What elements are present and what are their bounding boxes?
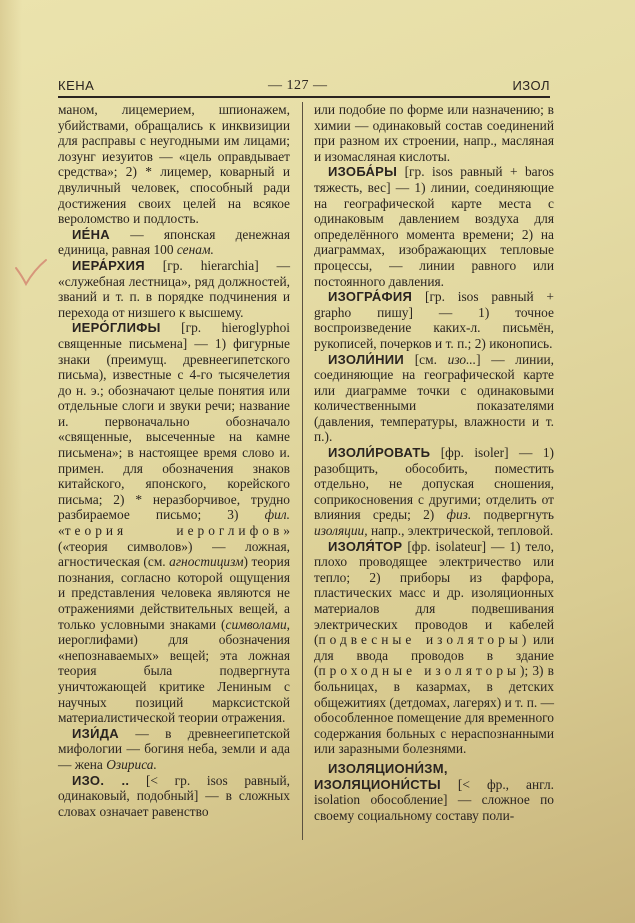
headword: ИЕРО́ГЛИФЫ bbox=[72, 320, 161, 336]
cross-reference: агностицизм bbox=[169, 554, 244, 570]
left-guide-word: КЕНА bbox=[58, 78, 95, 93]
cross-reference: изоляции, bbox=[314, 523, 368, 539]
dictionary-entry: ИЗОГРА́ФИЯ [гр. isos равный + grapho пишу] — 1) точное воспроизведение каких-л. письмён, рукописей, почерков и т. п.; 2) иконопись. bbox=[314, 289, 554, 351]
continued-entry-text: или подобие по форме или назначению; в химии — одинаковый состав соединений при разном их строении, напр., масляная и изомасляная кислоты. bbox=[314, 102, 554, 164]
dictionary-entry: ИЕ́НА — японская денежная единица, равная 100 сенам. bbox=[58, 226, 290, 258]
usage-label: фил. bbox=[264, 507, 290, 523]
dictionary-entry: ИЗОБА́РЫ [гр. isos равный + baros тяжесть, вес] — 1) линии, соединяющие на географической карте места с одинаковым давлением воздуха для определённого момента времени; 2) на диаграммах, изображающих тепловые процессы, — линии равного или постоянного давления. bbox=[314, 164, 554, 289]
dictionary-entry: ИЗОЛЯ́ТОР [фр. isolateur] — 1) тело, плохо проводящее электричество или тепло; 2) приборы из фарфора, пластических масс и др. изоляционных материалов для подвешивания электрических проводов и кабелей (подвесные изоляторы) или для ввода проводов в здание (проходные изоляторы); 3) в больницах, в казармах, в детских общежитиях (детдомах, лагерях) и т. п. — обособленное помещение для временного содержания больных с нераспознанными или заразными болезнями. bbox=[314, 538, 554, 757]
headword: ИЗО. .. bbox=[72, 772, 130, 788]
cross-reference: символами bbox=[225, 616, 287, 632]
headword: ИЗОБА́РЫ bbox=[328, 164, 398, 180]
headword: ИЗИ́ДА bbox=[72, 725, 119, 741]
dictionary-entry: ИЕРО́ГЛИФЫ [гр. hieroglyphoi священные письмена] — 1) фигурные знаки (преимущ. древнеегипетского письма), известные с 4-го тысячелетия до н. э.; обозначают целые понятия или отдельные слоги и звуки речи; название и. первоначально обозначало «священные, высеченные на камне письмена»; в настоящее время слово и. примен. для обозначения знаков китайского, японского, корейского письма; 2) * неразборчивое, трудно разбираемое письмо; 3) фил. «теория иероглифов» («теория символов») — ложная, агностическая (см. агностицизм) теория познания, согласно которой ощущения и представления человека являются не отражениями действительных вещей, а только условными знаками (символами, иероглифами) для обозначения «непознаваемых» вещей; эта ложная теория была подвергнута уничтожающей критике Лениным с научных позиций марксистской материалистической теории отражения. bbox=[58, 320, 290, 726]
spaced-term: подвесные изоляторы bbox=[318, 632, 522, 648]
dictionary-entry: ИЗИ́ДА — в древнеегипетской мифологии — богиня неба, земли и ада — жена Озириса. bbox=[58, 725, 290, 772]
headword: ИЗОЛИ́РОВАТЬ bbox=[328, 445, 431, 461]
page-number: — 127 — bbox=[268, 78, 328, 93]
cross-reference: изо... bbox=[447, 351, 477, 367]
headword: ИЗОЛИ́НИИ bbox=[328, 351, 405, 367]
headword: ИЕ́НА bbox=[72, 226, 110, 242]
headword: ИЗОЛЯЦИОНИ́ЗМ, ИЗОЛЯЦИОНИ́СТЫ bbox=[314, 760, 448, 792]
running-header bbox=[58, 78, 550, 94]
dictionary-entry: ИЕРА́РХИЯ [гр. hierarchia] — «служебная лестница», ряд должностей, званий и т. п. в порядке подчинения и перехода от низшего к высшему. bbox=[58, 257, 290, 320]
column-divider bbox=[302, 102, 303, 840]
dictionary-entry: ИЗОЛЯЦИОНИ́ЗМ, ИЗОЛЯЦИОНИ́СТЫ [< фр., англ. isolation обособление] — сложное по своему социальному составу поли- bbox=[314, 760, 554, 823]
spaced-term: теория иероглифов bbox=[64, 523, 284, 539]
left-column bbox=[58, 102, 290, 819]
header-rule bbox=[58, 96, 550, 98]
headword: ИЗОГРА́ФИЯ bbox=[328, 289, 413, 305]
cross-reference: Озириса. bbox=[106, 756, 157, 772]
dictionary-entry: ИЗО. .. [< гр. isos равный, одинаковый, подобный] — в сложных словах означает равенство bbox=[58, 772, 290, 819]
usage-label: физ. bbox=[446, 507, 472, 523]
dictionary-entry: ИЗОЛИ́НИИ [см. изо...] — линии, соединяющие на географической карте или диаграмме точки с одинаковыми количественными показателями (давления, температуры, влажности и т. п.). bbox=[314, 351, 554, 445]
cross-reference: сенам. bbox=[176, 242, 214, 258]
pen-check-mark-icon bbox=[12, 258, 48, 288]
page-edge-shadow bbox=[0, 0, 22, 923]
continued-entry-text: маном, лицемерием, шпионажем, убийствами, обращались к инквизиции для расправы с неугодными им лицами; лозунг иезуитов — «цель оправдывает средства»; 2) * лицемер, коварный и двуличный человек, способный ради достижения своих целей на всякое вероломство и подлость. bbox=[58, 102, 290, 227]
right-column bbox=[314, 102, 554, 823]
dictionary-entry: ИЗОЛИ́РОВАТЬ [фр. isoler] — 1) разобщить, обособить, поместить отдельно, не допуская сношения, соприкосновения с другими; отделить от влияния среды; 2) физ. подвергнуть изоляции, напр., электрической, тепловой. bbox=[314, 445, 554, 539]
spaced-term: проходные изоляторы bbox=[318, 663, 521, 679]
right-guide-word: ИЗОЛ bbox=[512, 78, 550, 93]
headword: ИЗОЛЯ́ТОР bbox=[328, 538, 403, 554]
headword: ИЕРА́РХИЯ bbox=[72, 257, 145, 273]
